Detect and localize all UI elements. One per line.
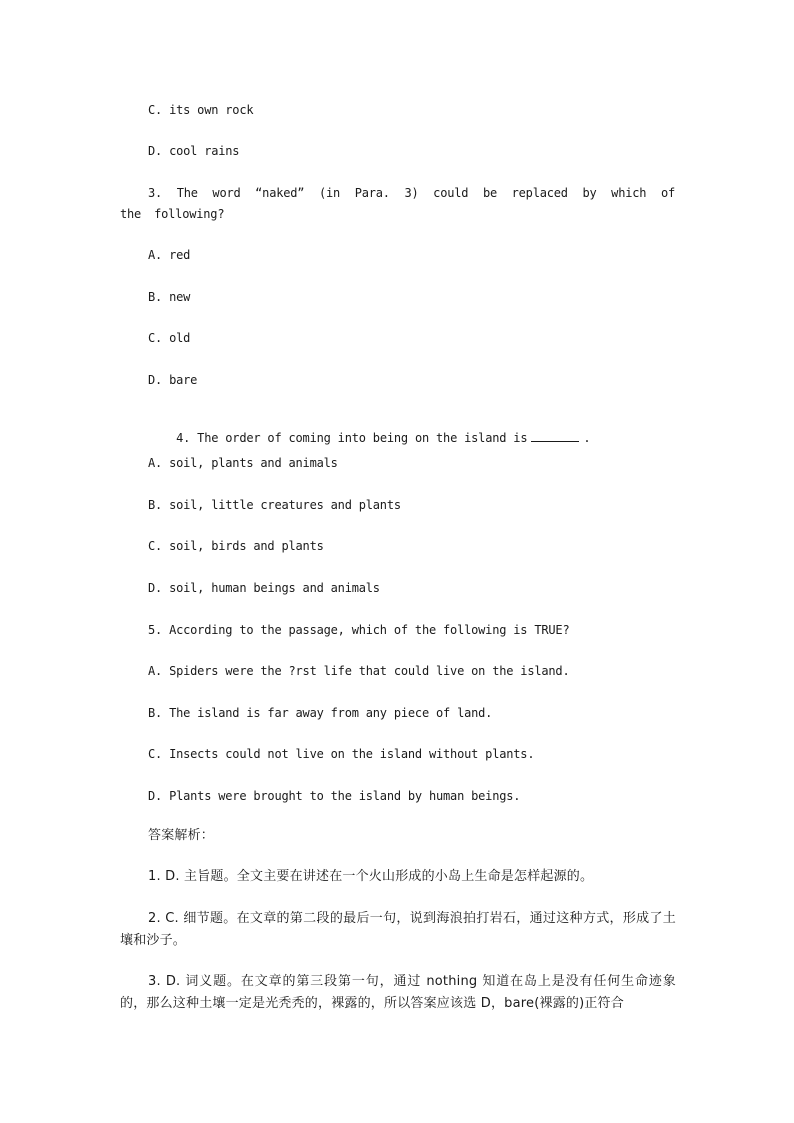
q5-stem: 5. According to the passage, which of the following is TRUE? <box>148 623 570 637</box>
answer-3: 3. D. 词义题。在文章的第三段第一句，通过 nothing 知道在岛上是没有任何生命迹象的，那么这种土壤一定是光秃秃的，裸露的，所以答案应该选 D，bare(裸露的)正符合 <box>120 974 676 1011</box>
q4-stem-end: . <box>583 431 591 445</box>
answers-heading: 答案解析： <box>148 828 215 843</box>
q5-option-d: D. Plants were brought to the island by human beings. <box>148 789 521 803</box>
answer-blank <box>531 431 579 442</box>
q3-option-a: A. red <box>148 248 191 262</box>
q4-option-d: D. soil, human beings and animals <box>148 581 380 595</box>
q3-option-d: D. bare <box>148 373 198 387</box>
q2-option-d: D. cool rains <box>148 144 240 158</box>
q4-stem-text: 4. The order of coming into being on the island is <box>176 431 528 445</box>
answer-2: 2. C. 细节题。在文章的第二段的最后一句，说到海浪拍打岩石，通过这种方式，形成了土壤和沙子。 <box>120 911 676 948</box>
q3-option-c: C. old <box>148 331 191 345</box>
q5-option-a: A. Spiders were the ?rst life that could live on the island. <box>148 664 570 678</box>
q4-option-b: B. soil, little creatures and plants <box>148 498 401 512</box>
answer-1: 1. D. 主旨题。全文主要在讲述在一个火山形成的小岛上生命是怎样起源的。 <box>148 869 594 884</box>
q2-option-c: C. its own rock <box>148 103 254 117</box>
q3-stem: 3. The word “naked” (in Para. 3) could be replaced by which of the following? <box>120 186 675 221</box>
q4-option-a: A. soil, plants and animals <box>148 456 338 470</box>
q4-option-c: C. soil, birds and plants <box>148 539 324 553</box>
q5-option-b: B. The island is far away from any piece of land. <box>148 706 493 720</box>
q3-option-b: B. new <box>148 290 191 304</box>
q5-option-c: C. Insects could not live on the island without plants. <box>148 747 535 761</box>
